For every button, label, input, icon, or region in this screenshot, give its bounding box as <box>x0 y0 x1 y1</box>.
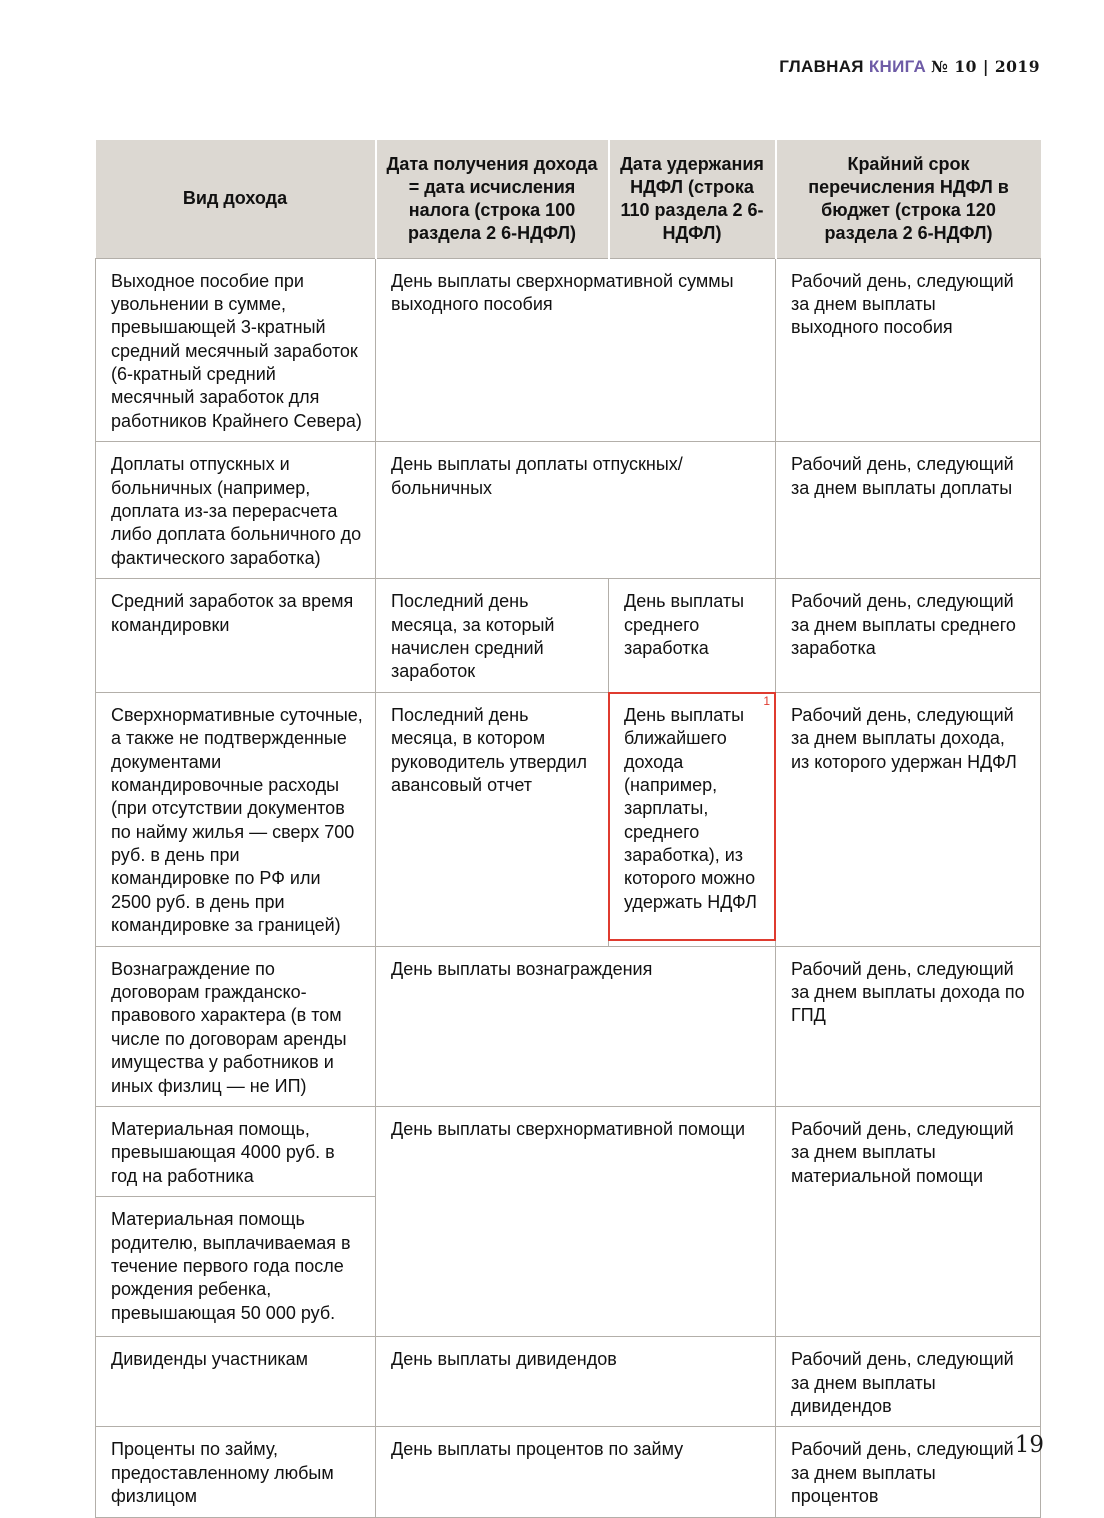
table-row <box>96 946 1041 1106</box>
cell-transfer-deadline: Рабочий день, следующий за днем выплаты дивидендов <box>776 1337 1041 1427</box>
cell-receipt-date: День выплаты сверхнормативной суммы выходного пособия <box>376 258 776 442</box>
table-header-row <box>96 140 1041 258</box>
cell-receipt-date: День выплаты вознаграждения <box>376 946 776 1106</box>
cell-income-type: Сверхнормативные суточные, а также не подтвержденные документами командировочные расходы (при отсутствии документов по найму жилья — сверх 700 руб. в день при командировке по РФ или 2500 руб. в день при командировке за границей) <box>96 692 376 946</box>
page-number: 19 <box>1014 1432 1044 1458</box>
masthead-issue: № 10 | 2019 <box>931 57 1040 76</box>
column-header-receipt-date: Дата получения дохода = дата исчисления налога (строка 100 раздела 2 6-НДФЛ) <box>376 140 609 258</box>
cell-income-type: Вознаграждение по договорам гражданско-правового характера (в том числе по договорам аренды имущества у работников и иных физлиц — не ИП) <box>96 946 376 1106</box>
table-row <box>96 579 1041 693</box>
cell-transfer-deadline: Рабочий день, следующий за днем выплаты материальной помощи <box>776 1107 1041 1337</box>
column-header-transfer-deadline: Крайний срок перечисления НДФЛ в бюджет (строка 120 раздела 2 6-НДФЛ) <box>776 140 1041 258</box>
cell-income-type: Проценты по займу, предоставленному любым физлицом <box>96 1427 376 1517</box>
cell-transfer-deadline: Рабочий день, следующий за днем выплаты дохода по ГПД <box>776 946 1041 1106</box>
ndfl-deadlines-table <box>95 140 1041 1518</box>
cell-transfer-deadline: Рабочий день, следующий за днем выплаты выходного пособия <box>776 258 1041 442</box>
column-header-withhold-date: Дата удержания НДФЛ (строка 110 раздела 2 6-НДФЛ) <box>609 140 776 258</box>
cell-transfer-deadline: Рабочий день, следующий за днем выплаты среднего заработка <box>776 579 1041 693</box>
cell-withhold-date: День выплаты среднего заработка <box>609 579 776 693</box>
cell-transfer-deadline: Рабочий день, следующий за днем выплаты процентов <box>776 1427 1041 1517</box>
cell-income-type: Доплаты отпускных и больничных (например, доплата из-за перерасчета либо доплата больничного до фактического заработка) <box>96 442 376 579</box>
cell-transfer-deadline: Рабочий день, следующий за днем выплаты дохода, из которого удержан НДФЛ <box>776 692 1041 946</box>
cell-income-type: Дивиденды участникам <box>96 1337 376 1427</box>
table-row <box>96 1107 1041 1197</box>
masthead-title-black: ГЛАВНАЯ <box>779 57 864 76</box>
cell-receipt-date: День выплаты дивидендов <box>376 1337 776 1427</box>
cell-income-type: Материальная помощь родителю, выплачиваемая в течение первого года после рождения ребенка, превышающая 50 000 руб. <box>96 1197 376 1337</box>
cell-receipt-date: Последний день месяца, за который начислен средний заработок <box>376 579 609 693</box>
cell-income-type: Средний заработок за время командировки <box>96 579 376 693</box>
masthead <box>779 57 1040 77</box>
table-row <box>96 1427 1041 1517</box>
table-row <box>96 258 1041 442</box>
masthead-title-purple: КНИГА <box>868 57 927 76</box>
table-row <box>96 692 1041 946</box>
cell-receipt-date: Последний день месяца, в котором руководитель утвердил авансовый отчет <box>376 692 609 946</box>
cell-receipt-date: День выплаты сверхнормативной помощи <box>376 1107 776 1337</box>
column-header-income-type: Вид дохода <box>96 140 376 258</box>
footnote-marker: 1 <box>763 693 770 708</box>
cell-receipt-date: День выплаты доплаты отпускных/больничных <box>376 442 776 579</box>
cell-withhold-date-highlighted <box>609 692 776 946</box>
cell-withhold-date-text: День выплаты ближайшего дохода (например, зарплаты, среднего заработка), из которого можно удержать НДФЛ <box>624 704 757 912</box>
cell-receipt-date: День выплаты процентов по займу <box>376 1427 776 1517</box>
table-row <box>96 1337 1041 1427</box>
cell-income-type: Выходное пособие при увольнении в сумме, превышающей 3-кратный средний месячный заработок (6-кратный средний месячный заработок для работников Крайнего Севера) <box>96 258 376 442</box>
cell-transfer-deadline: Рабочий день, следующий за днем выплаты доплаты <box>776 442 1041 579</box>
cell-income-type: Материальная помощь, превышающая 4000 руб. в год на работника <box>96 1107 376 1197</box>
table-row <box>96 442 1041 579</box>
